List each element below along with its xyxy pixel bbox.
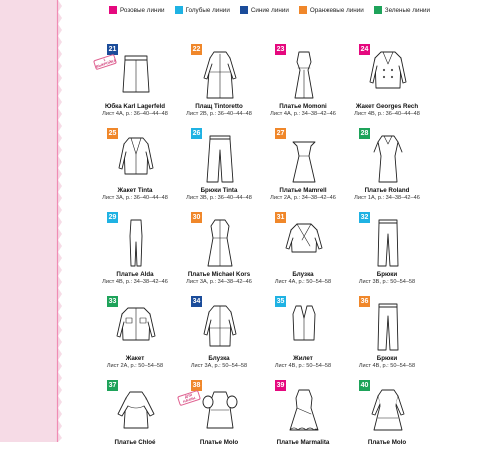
pattern-card[interactable] [346, 292, 428, 377]
pattern-card[interactable] [178, 40, 260, 125]
pattern-name: Платье Chloé [114, 439, 156, 446]
trousers-icon [364, 216, 412, 268]
pattern-number-badge: 39 [276, 382, 285, 389]
pattern-name: Платье Momoni [279, 103, 327, 110]
pattern-card[interactable] [94, 124, 176, 209]
legend-label: Зеленые линии [384, 6, 431, 14]
pattern-number-badge: 37 [108, 382, 117, 389]
legend-label: Розовые линии [120, 6, 165, 14]
jumpsuit-dress-icon [280, 48, 328, 100]
legend-swatch [374, 6, 382, 14]
offshoulder-dress-icon [280, 132, 328, 184]
legend-swatch [175, 6, 183, 14]
pattern-card[interactable] [262, 124, 344, 209]
straight-trousers-icon [364, 300, 412, 352]
pattern-card[interactable] [94, 292, 176, 377]
pattern-sheet-sizes: Лист 3А, р.: 34–38–42–46 [186, 279, 252, 285]
pattern-name: Брюки [376, 355, 398, 362]
pattern-number-badge: 28 [360, 130, 369, 137]
pattern-name: Блузка [208, 355, 230, 362]
pattern-name: Платье Alda [116, 271, 154, 278]
pattern-sheet-sizes: Лист 1А, р.: 34–38–42–46 [354, 195, 420, 201]
pattern-number-badge: 23 [276, 46, 285, 53]
pattern-number-badge: 34 [192, 298, 201, 305]
promo-stamp: ДЛЯ НАЧИН. [177, 390, 201, 406]
pattern-sheet-sizes: Лист 2В, р.: 36–40–44–48 [186, 111, 252, 117]
promo-stamp: 1 ВЫКРОЙКА [93, 54, 117, 70]
pattern-card[interactable] [178, 124, 260, 209]
pattern-card[interactable] [346, 208, 428, 293]
shirt-dress-icon [196, 216, 244, 268]
trench-coat-icon [196, 48, 244, 100]
sheath-dress-icon [364, 132, 412, 184]
pattern-sheet-sizes: Лист 3В, р.: 36–40–44–48 [186, 195, 252, 201]
pattern-card[interactable] [178, 292, 260, 377]
pattern-sheet-sizes: Лист 4В, р.: 50–54–58 [274, 363, 332, 369]
tunic-blouse-icon [196, 300, 244, 352]
pattern-name: Платье Molo [199, 439, 239, 446]
pattern-number-badge: 22 [192, 46, 201, 53]
pattern-card[interactable] [346, 40, 428, 125]
pattern-card[interactable] [262, 292, 344, 377]
pattern-number-badge: 40 [360, 382, 369, 389]
ruffle-dress-icon [280, 384, 328, 436]
legend-swatch [299, 6, 307, 14]
pattern-number-badge: 33 [108, 298, 117, 305]
pattern-card[interactable] [94, 208, 176, 293]
pattern-name: Жакет [125, 355, 145, 362]
jumpsuit-icon [112, 216, 160, 268]
double-breasted-jacket-icon [364, 48, 412, 100]
pattern-card[interactable] [178, 376, 260, 461]
pencil-skirt-icon [112, 48, 160, 100]
wide-trousers-icon [196, 132, 244, 184]
pattern-card[interactable] [346, 376, 428, 461]
pattern-number-badge: 35 [276, 298, 285, 305]
pattern-number-badge: 27 [276, 130, 285, 137]
pattern-name: Платье Marmalita [276, 439, 330, 446]
pattern-sheet-sizes: Лист 3А, р.: 50–54–58 [190, 363, 248, 369]
pattern-number-badge: 30 [192, 214, 201, 221]
legend-label: Синие линии [250, 6, 289, 14]
pattern-number-badge: 21 [108, 46, 117, 53]
pattern-card[interactable] [346, 124, 428, 209]
pattern-name: Юбка Karl Lagerfeld [104, 103, 166, 110]
pattern-sheet-sizes: Лист 2А, р.: 50–54–58 [106, 363, 164, 369]
pattern-name: Жакет Georges Rech [355, 103, 419, 110]
legend-label: Голубые линии [185, 6, 230, 14]
pattern-sheet-sizes: Лист 2А, р.: 34–38–42–46 [270, 195, 336, 201]
catalog-page [66, 0, 504, 446]
pattern-name: Платье Michael Kors [187, 271, 251, 278]
tiered-dress-icon [364, 384, 412, 436]
legend-label: Оранжевые линии [309, 6, 364, 14]
color-legend [109, 4, 440, 16]
legend-item [240, 6, 289, 14]
pattern-sheet-sizes: Лист 4В, р.: 34–38–42–46 [102, 279, 168, 285]
pattern-sheet-sizes: Лист 4А, р.: 34–38–42–46 [270, 111, 336, 117]
pattern-card[interactable] [262, 40, 344, 125]
pattern-sheet-sizes: Лист 4В, р.: 36–40–44–48 [354, 111, 420, 117]
pattern-card[interactable] [178, 208, 260, 293]
pattern-number-badge: 24 [360, 46, 369, 53]
pattern-card[interactable] [94, 376, 176, 461]
pattern-sheet-sizes: Лист 3А, р.: 36–40–44–48 [102, 195, 168, 201]
pattern-name: Брюки [376, 271, 398, 278]
puff-dress-icon [196, 384, 244, 436]
wrap-blouse-icon [280, 216, 328, 268]
pattern-name: Платье Mamrell [279, 187, 327, 194]
peasant-dress-icon [112, 384, 160, 436]
pattern-name: Брюки Tinta [200, 187, 238, 194]
pattern-card[interactable] [262, 208, 344, 293]
vest-icon [280, 300, 328, 352]
pattern-card[interactable] [262, 376, 344, 461]
legend-item [175, 6, 230, 14]
pattern-sheet-sizes: Лист 3В, р.: 50–54–58 [358, 279, 416, 285]
pattern-sheet-sizes: Лист 4В, р.: 50–54–58 [358, 363, 416, 369]
pattern-number-badge: 29 [108, 214, 117, 221]
legend-item [299, 6, 364, 14]
pattern-number-badge: 26 [192, 130, 201, 137]
pattern-sheet-sizes: Лист 4А, р.: 36–40–44–48 [102, 111, 168, 117]
legend-item [374, 6, 430, 14]
pattern-name: Плащ Tintoretto [195, 103, 243, 110]
pattern-number-badge: 25 [108, 130, 117, 137]
pattern-name: Жакет Tinta [117, 187, 153, 194]
pattern-name: Платье Molo [367, 439, 407, 446]
pattern-number-badge: 36 [360, 298, 369, 305]
legend-swatch [109, 6, 117, 14]
legend-swatch [240, 6, 248, 14]
pattern-card[interactable] [94, 40, 176, 125]
pattern-number-badge: 31 [276, 214, 285, 221]
pattern-sheet-sizes: Лист 4А, р.: 50–54–58 [274, 279, 332, 285]
pattern-name: Жилет [293, 355, 313, 362]
legend-item [109, 6, 165, 14]
pattern-name: Платье Roland [364, 187, 410, 194]
blazer-icon [112, 132, 160, 184]
pattern-name: Блузка [292, 271, 314, 278]
shirt-jacket-icon [112, 300, 160, 352]
pattern-number-badge: 38 [192, 382, 201, 389]
pattern-number-badge: 32 [360, 214, 369, 221]
